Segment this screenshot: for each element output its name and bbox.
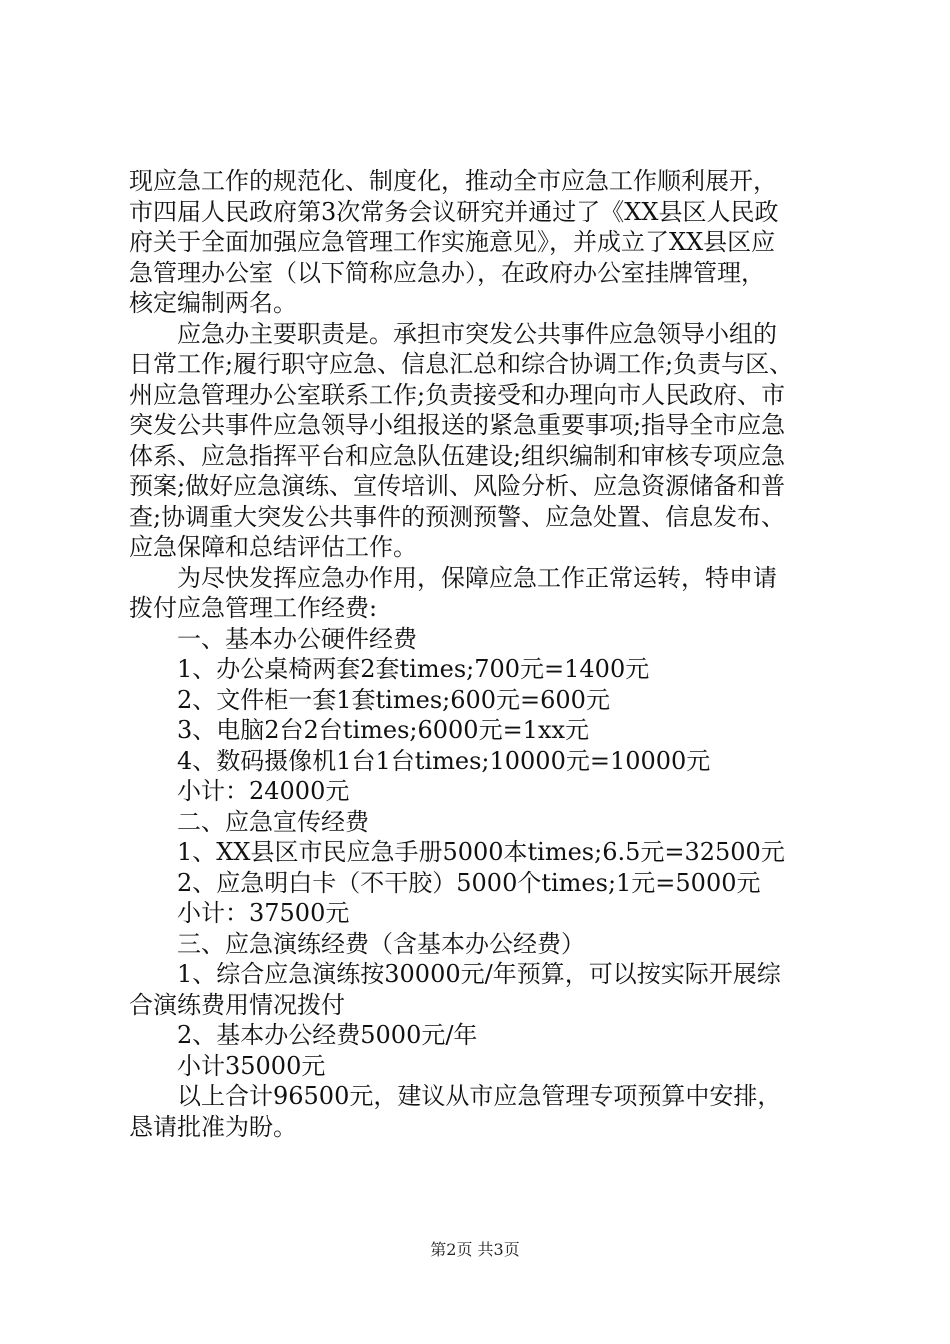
budget-item: 2、基本办公经费5000元/年 <box>177 1021 478 1049</box>
budget-item: 2、文件柜一套1套times;600元=600元 <box>177 685 610 714</box>
paragraph-line: 为尽快发挥应急办作用，保障应急工作正常运转，特申请 <box>177 563 777 592</box>
paragraph-line: 现应急工作的规范化、制度化，推动全市应急工作顺利展开， <box>129 167 777 195</box>
document-body <box>129 166 839 1142</box>
budget-item: 3、电脑2台2台times;6000元=1xx元 <box>177 716 590 744</box>
paragraph-line: 体系、应急指挥平台和应急队伍建设;组织编制和审核专项应急 <box>129 441 786 470</box>
section-heading: 一、基本办公硬件经费 <box>177 624 417 653</box>
section-heading: 二、应急宣传经费 <box>177 807 369 836</box>
paragraph-line: 府关于全面加强应急管理工作实施意见》，并成立了XX县区应 <box>129 228 776 256</box>
paragraph-line: 拨付应急管理工作经费: <box>129 594 378 622</box>
budget-item: 1、XX县区市民应急手册5000本times;6.5元=32500元 <box>177 838 785 866</box>
paragraph-line: 应急保障和总结评估工作。 <box>129 533 417 561</box>
paragraph-line: 市四届人民政府第3次常务会议研究并通过了《XX县区人民政 <box>129 197 779 226</box>
paragraph-line: 核定编制两名。 <box>129 289 297 317</box>
budget-item: 1、办公桌椅两套2套times;700元=1400元 <box>177 655 650 683</box>
paragraph-line: 预案;做好应急演练、宣传培训、风险分析、应急资源储备和普 <box>129 472 786 500</box>
page-number-footer: 第2页 共3页 <box>430 1240 520 1259</box>
subtotal-line: 小计35000元 <box>177 1051 326 1080</box>
subtotal-line: 小计：24000元 <box>177 777 350 805</box>
closing-line: 恳请批准为盼。 <box>129 1112 297 1141</box>
budget-item: 1、综合应急演练按30000元/年预算，可以按实际开展综 <box>177 960 781 988</box>
paragraph-line: 查;协调重大突发公共事件的预测预警、应急处置、信息发布、 <box>129 502 786 531</box>
paragraph-line: 州应急管理办公室联系工作;负责接受和办理向市人民政府、市 <box>129 380 786 409</box>
budget-item: 4、数码摄像机1台1台times;10000元=10000元 <box>177 746 711 775</box>
paragraph-line: 日常工作;履行职守应急、信息汇总和综合协调工作;负责与区、 <box>129 350 794 378</box>
budget-item-continuation: 合演练费用情况拨付 <box>129 990 345 1019</box>
paragraph-line: 应急办主要职责是。承担市突发公共事件应急领导小组的 <box>177 319 777 348</box>
paragraph-line: 急管理办公室（以下简称应急办），在政府办公室挂牌管理， <box>129 258 765 287</box>
subtotal-line: 小计：37500元 <box>177 899 350 927</box>
budget-item: 2、应急明白卡（不干胶）5000个times;1元=5000元 <box>177 868 761 897</box>
total-line: 以上合计96500元，建议从市应急管理专项预算中安排， <box>177 1082 782 1110</box>
section-heading: 三、应急演练经费（含基本办公经费） <box>177 929 585 958</box>
paragraph-line: 突发公共事件应急领导小组报送的紧急重要事项;指导全市应急 <box>129 411 786 439</box>
